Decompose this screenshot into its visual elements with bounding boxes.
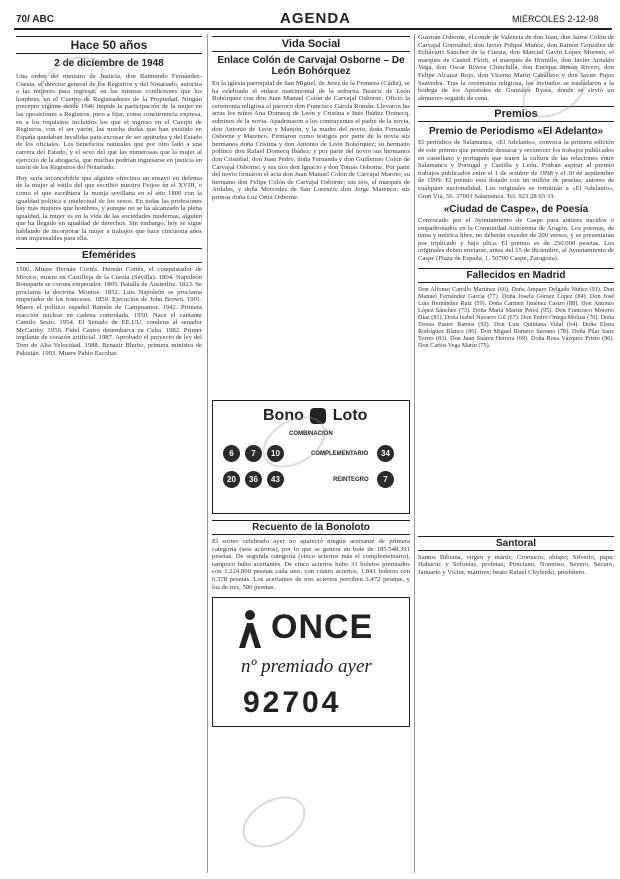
premio-caspe-heading: «Ciudad de Caspe», de Poesía: [443, 204, 589, 216]
once-winning-number: 92704: [243, 686, 342, 720]
column-hace-50-anos: [16, 34, 202, 873]
efemerides-text: 1506. Muere Hernán Cortés. Hernán Cortés, el conquistador de México, muere en Castilleja de la Cuesta (Sevilla). 1804. Napoleón Bonaparte se corona emperador. 1805. Batalla de Austerlitz. 1823. Se proclama la doctrina Monroe. 1852. Luis Napoleón se proclama emperador de los franceses. 1859. Ejecución de John Brown. 1901. Muere el político español Ramón de Campoamor. 1942. Primera reacción nuclear en cadena controlada. 1950. Nace el cantante Camilo Sesto. 1954. El Senado de EE.UU. condena al senador McCarthy. 1956. Fidel Castro desembarca en Cuba. 1982. Primer implante de corazón artificial. 1987. Aprobado el proyecto de ley del Tren de Alta Velocidad. 1988. Benazir Bhutto, primera ministra de Pakistán. 1993. Muere Pablo Escobar.: [16, 266, 202, 357]
complementario-label: COMPLEMENTARIO: [311, 451, 369, 457]
reintegro-label: REINTEGRO: [333, 477, 369, 483]
fallecidos-text: Don Alfonso Carrillo Martínez (66). Doña Amparo Delgado Núñez (91). Don Manuel Fernández García (77). Doña Josefa Gómez López (84). Don José Luis Hernández Ruiz (59). Doña Carmen Jiménez Castro (88). Don Antonio López Sánchez (73). Doña María Martín Pérez (95). Don Francisco Moreno Díaz (81). Doña Isabel Navarro Gil (67). Don Pedro Ortega Molina (70). Doña Teresa Pastor Ramos (92). Don Luis Quintana Vidal (64). Doña Elena Rodríguez Blanco (86). Don Miguel Romero Serrano (78). Doña Pilar Sanz Torres (83). Don Juan Suárez Herrera (69). Doña Rosa Vázquez Prieto (90). Don Carlos Vega Marín (75).: [418, 285, 614, 350]
wedding-heading: Enlace Colón de Carvajal Osborne – De León Bohórquez: [217, 55, 405, 77]
page-header: [0, 6, 620, 30]
santoral-text: Santos Bibiana, virgen y mártir; Cromacio, obispo; Silverio, papa; Habacuc y Sofonías, profetas; Ponciano, Nonnoso, Severo, Securo, Januario y Víctor, mártires; beato Rafael Chylinski, presbítero.: [418, 553, 614, 576]
combination-label: COMBINACIÓN: [289, 431, 333, 437]
vida-social-heading: Vida Social: [212, 36, 410, 52]
reintegro-ball: 7: [377, 471, 394, 488]
bonoloto-logo-left: Bono: [263, 407, 304, 424]
page-number: 70/ ABC: [16, 14, 54, 25]
wedding-text: En la iglesia parroquial de San Miguel, de Jerez de la Frontera (Cádiz), se ha celebrado el enlace matrimonial de la señorita Beatriz de León Bohórquez con don Juan Manuel Colón de Carvajal Osborne. Ofició la ceremonia religiosa el párroco don Francisco García Román. Llevaron las arras los niños Ana Domecq de León y Cristina e Inés Ibáñez Domecq, sobrinos de la novia. Apadrinaron a los contrayentes el padre de la novia, don Antonio de León y Manjón, y la madre del novio, doña Fernanda Osborne y Marenco. Firmaron como testigos por parte de la novia sus hermanos doña Cristina y don Antonio de León Bohórquez; su hermano político don Rafael Domecq Ibáñez; y por parte del novio sus hermanos don Cristóbal, don Juan Pedro, doña Fernanda y don Guillermo Colón de Carvajal Osborne; y sus tíos don Ignacio y don Tomás Osborne. Por parte del novio firmaron el acta don Juan Manuel Colón de Carvajal Maroto, su hermano don Felipe Colón de Carvajal Osborne; sus tíos, el marqués de Ardales, y doña Mercedes de San Lorenzo; don Jorge Marenco; sus primos doña Luz Ortiz Osborne.: [212, 80, 410, 201]
efemerides-heading: Efemérides: [16, 248, 202, 263]
once-figure-icon: [235, 608, 265, 650]
hace-50-anos-text-continued: Hoy sería inconcebible que alguien ofreciera un ensayo en defensa de la mujer al estilo del que escribió nuestro Feijoo en el XVIII, o como el que escribiera la monja sevillana en el año 1800 con la igualdad política e intelectual de los sexos. En todas las profesiones hay más mujeres que hombres, y aunque no se ha alcanzado la plena igualdad, la mujer es en la vida de las sociedades modernas, alguien que ha llegado en igualdad de derechos. Sin embargo, hoy se sigue hablando de incorporar la mujer a trabajos que hace cincuenta años eran impensables para ella.: [16, 174, 202, 243]
wedding-text-continued: Guzmán Osborne, el conde de Valencia de don Juan, don Jaime Colón de Carvajal Gorosábel; don Javier Polqué Muñoz, don Ramón González de Echávarri Sánchez de la Cuesta, don Marcial Gavin López Moreno, el marqués de Casteil Florit, el marqués de Hornillo, don Javier Arnaldo Vega, don Oscar Rivera Chinchilla, don Enrique Simón Rivero, don Felipe Alcaraz Rojo, don Vicente Marín Caballero y don Javier Pujos Saavedra. Tras la ceremonia religiosa, los invitados se trasladaron a la bodega de los Apóstoles de González Byass, donde se sirvió un almuerzo seguido de cena.: [418, 34, 614, 102]
fallecidos-heading: Fallecidos en Madrid: [418, 268, 614, 283]
premio-caspe-text: Convocado por el Ayuntamiento de Caspe para autores nacidos o empadronados en la Comunidad Autónoma de Aragón. Los poemas, de tema y métrica libre, no deberán exceder de 200 versos, y se presentarán por triplicado y bajo plica. El premio es de 250.000 pesetas. Los originales deben enviarse, antes del 15 de diciembre, al Ayuntamiento de Caspe (Plaza de España, 1. 50700 Caspe, Zaragoza).: [418, 217, 614, 263]
hace-50-anos-text: Una orden del ministro de Justicia, don Raimundo Fernández-Cuesta, al director general de los Registros y del Notariado, autoriza a las mujeres para ingresar, en las mismas condiciones que los hombres, en el Cuerpo de Registradores de la Propiedad. Ningún precepto vigente desde 1946 impide la participación de la mujer en las oposiciones a Registros, pero a fijar, como concurrencia expresa, en a los requisitos incluidos los que el ingreso en el Cuerpo de Registros, con el ser varón, las mucha dudas que han existido en España quedaban invalidas para excusar de ser aptitudes y del Estado de los oficiales. Los beneficios naturales que por otro lado a una carrera del Estado, y el sexo del que las numerosas que la mujer al ejercicio de la abogacía, que muchas podrían ingresarse en justicia en razón de los Registros del Notariado.: [16, 73, 202, 172]
santoral-heading: Santoral: [418, 536, 614, 551]
lotto-ball: 43: [267, 471, 284, 488]
premios-heading: Premios: [418, 106, 614, 122]
once-caption: nº premiado ayer: [241, 656, 372, 678]
column-divider: [207, 34, 208, 873]
lotto-ball: 7: [245, 445, 262, 462]
hace-50-anos-date: 2 de diciembre de 1948: [54, 58, 164, 69]
issue-date: MIÉRCOLES 2-12-98: [512, 14, 599, 24]
bonoloto-recount-heading: Recuento de la Bonoloto: [212, 520, 410, 535]
complementario-ball: 34: [377, 445, 394, 462]
section-title: AGENDA: [280, 10, 352, 27]
bonoloto-recount-text: El sorteo celebrado ayer no apareció ningún acertante de primera categoría (seis aciertos), por lo que se genera un bote de 185.548.391 pesetas. De segunda categoría (cinco aciertos más el complementario), tampoco hubo acertantes. De cinco aciertos hubo 31 boletos premiados con 1.224.800 pesetas cada uno; con cuatro aciertos, 1.841 boletos con 6.378 pesetas. Los acertantes de tres aciertos perciben 3.472 pesetas, y los de tres, 500 pesetas.: [212, 538, 410, 591]
lotto-ball: 36: [245, 471, 262, 488]
premio-adelanto-heading: Premio de Periodismo «El Adelanto»: [428, 126, 604, 138]
bonoloto-logo-right: Loto: [332, 407, 368, 424]
once-logo: ONCE: [271, 608, 374, 647]
column-premios: [418, 34, 614, 873]
hace-50-anos-heading: Hace 50 años: [16, 36, 202, 54]
once-box: [212, 597, 410, 727]
lotto-ball: 20: [223, 471, 240, 488]
header-rule: [14, 28, 612, 30]
lotto-ball: 6: [223, 445, 240, 462]
premio-adelanto-text: El periódico de Salamanca, «El Adelanto», convoca la primera edición de este premio que pretende destacar y reconocer los trabajos publicados en castellano y portugués que traten la cultura de las relaciones entre Salamanca y Portugal y Castilla y León. Podrán aspirar al premio trabajos publicados entre el 1 de octubre de 1998 y el 30 de septiembre de 1999. El premio está dotado con un millón de pesetas, autores de cualquier nacionalidad. Los originales se remitirán a «El Adelanto», Gran Vía, 56. 37001 Salamanca. Tel. 923 28 03 33.: [418, 139, 614, 200]
column-divider: [414, 34, 415, 873]
lotto-ball: 10: [267, 445, 284, 462]
